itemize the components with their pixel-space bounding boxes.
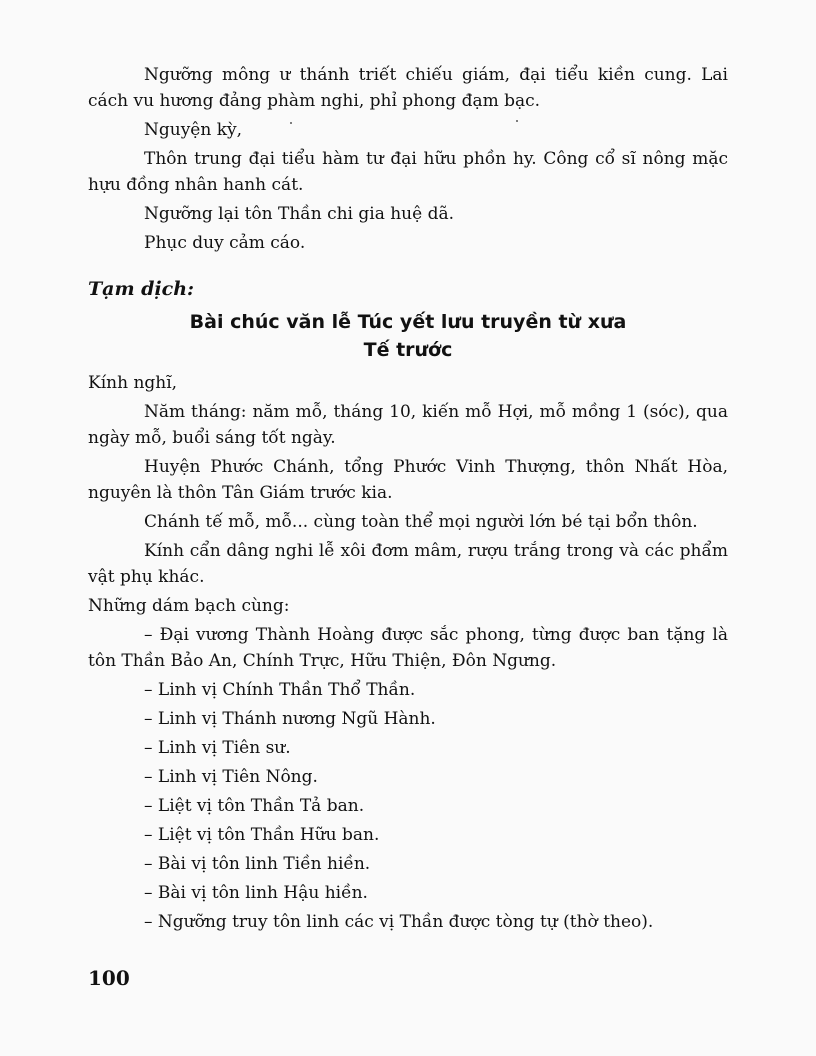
paragraph: Ngưỡng lại tôn Thần chi gia huệ dã. xyxy=(144,204,455,224)
title-line-1: Bài chúc văn lễ Túc yết lưu truyền từ xưa xyxy=(189,311,627,333)
list-item: – Linh vị Tiên sư. xyxy=(144,738,291,758)
list-item: – Linh vị Chính Thần Thổ Thần. xyxy=(144,680,416,700)
page-number: 100 xyxy=(88,966,130,990)
paragraph: Phục duy cảm cáo. xyxy=(144,233,306,253)
list-item: – Liệt vị tôn Thần Hữu ban. xyxy=(144,825,380,845)
section-heading: Tạm dịch: xyxy=(88,278,195,300)
list-item: – Ngưỡng truy tôn linh các vị Thần được tòng tự (thờ theo). xyxy=(144,912,654,932)
list-item: – Bài vị tôn linh Tiền hiền. xyxy=(144,854,371,874)
list-item: – Linh vị Tiên Nông. xyxy=(144,767,318,787)
paragraph: Chánh tế mỗ, mỗ... cùng toàn thể mọi người lớn bé tại bổn thôn. xyxy=(144,512,698,532)
list-item: – Đại vương Thành Hoàng được sắc phong, từng được ban tặng là tôn Thần Bảo An, Chính Trực, Hữu Thiện, Đôn Ngưng. xyxy=(88,625,728,671)
paragraph: Huyện Phước Chánh, tổng Phước Vinh Thượng, thôn Nhất Hòa, nguyên là thôn Tân Giám trước kia. xyxy=(88,457,728,503)
paragraph: Nguyện kỳ, xyxy=(144,120,243,140)
page-text xyxy=(88,62,728,938)
list-item: – Bài vị tôn linh Hậu hiền. xyxy=(144,883,368,903)
list-item: – Linh vị Thánh nương Ngũ Hành. xyxy=(144,709,436,729)
paragraph: Năm tháng: năm mỗ, tháng 10, kiến mỗ Hợi, mỗ mồng 1 (sóc), qua ngày mỗ, buổi sáng tốt ngày. xyxy=(88,402,728,448)
list-item: – Liệt vị tôn Thần Tả ban. xyxy=(144,796,365,816)
list-intro: Những dám bạch cùng: xyxy=(88,596,290,616)
title-line-2: Tế trước xyxy=(363,339,453,361)
document-title xyxy=(88,308,728,364)
paragraph: Thôn trung đại tiểu hàm tư đại hữu phồn hy. Công cổ sĩ nông mặc hựu đồng nhân hanh cát. xyxy=(88,149,728,195)
salutation: Kính nghĩ, xyxy=(88,373,178,393)
paragraph: Ngưỡng mông ư thánh triết chiếu giám, đại tiểu kiền cung. Lai cách vu hương đảng phàm nghi, phỉ phong đạm bạc. xyxy=(88,65,728,111)
paragraph: Kính cẩn dâng nghi lễ xôi đơm mâm, rượu trắng trong và các phẩm vật phụ khác. xyxy=(88,541,728,587)
